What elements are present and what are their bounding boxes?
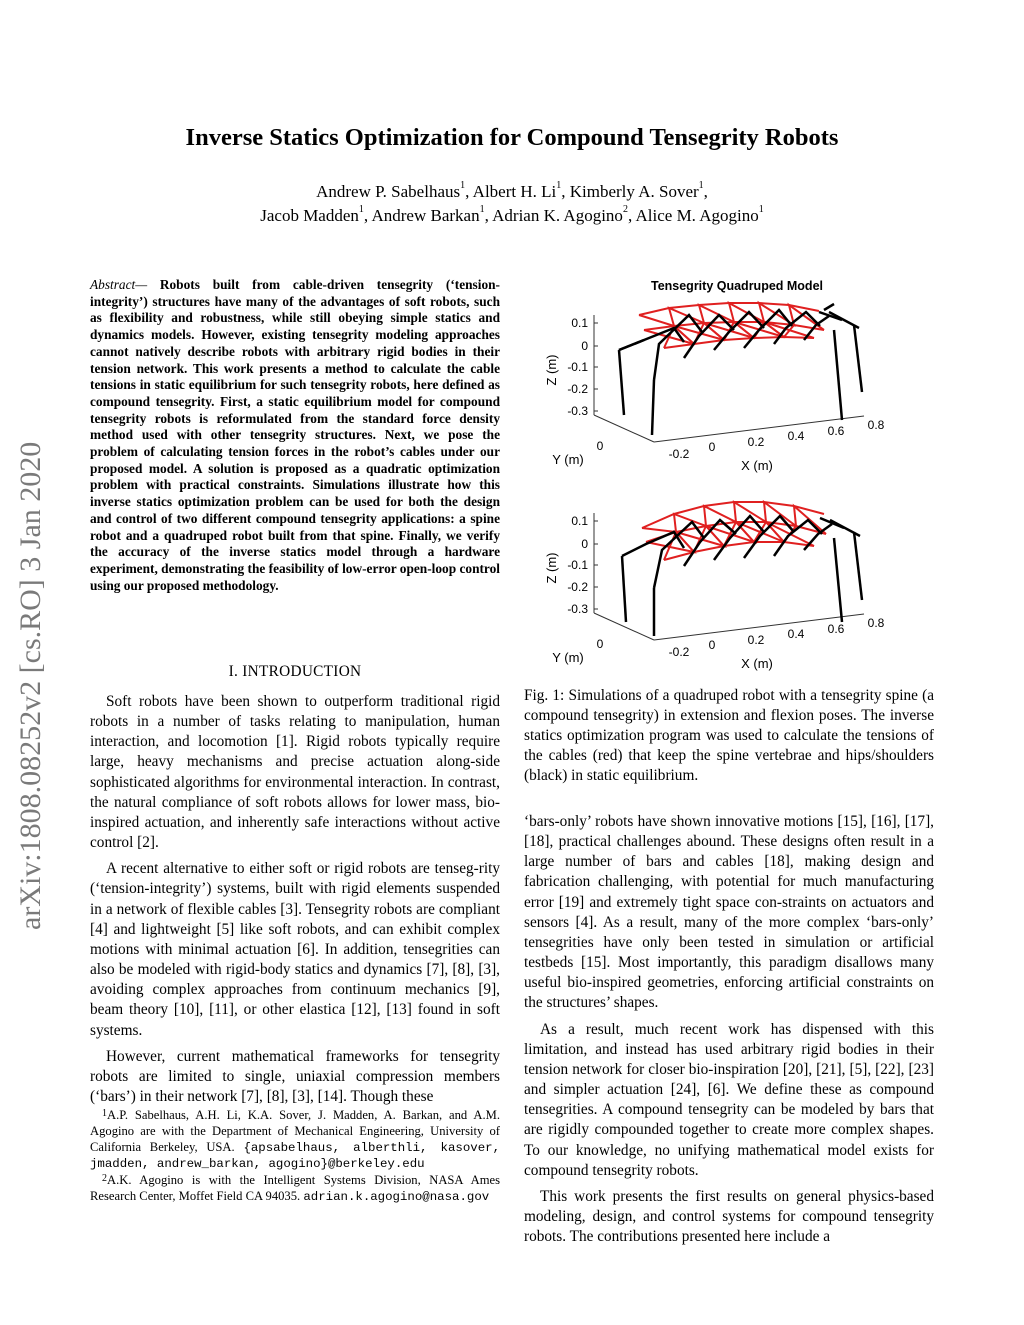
- abstract-text: Robots built from cable-driven tensegrity (‘tension-integrity’) structures have many of the advantages of soft robots, such as flexibility and robustness, while still obeying simple statics and dynamics models. However, existing tensegrity modeling approaches cannot natively describe robots with arbitrary rigid bodies in their tension network. This work presents a method to calculate the cable tensions in static equilibrium for such tensegrity robots, here defined as compound tensegrity. First, a static equilibrium model for compound tensegrity robots is reformulated from the standard force density method used with other tensegrity structures. Next, we pose the problem of calculating tension forces in the robot’s cables under our proposed model. A solution is proposed as a quadratic optimization problem with practical constraints. Simulations illustrate how this inverse statics optimization problem can be used for both the design and control of two different compound tensegrity applications: a spine robot and a quadruped robot built from that spine. Finally, we verify the accuracy of the inverse statics model through a hardware experiment, demonstrating the feasibility of low-error open-loop control using our proposed methodology.: [90, 277, 500, 593]
- paragraph: This work presents the first results on general physics-based modeling, design, and control systems for compound tensegrity robots. The contributions presented here include a: [524, 1187, 934, 1246]
- z-tick-label: -0.2: [567, 382, 588, 396]
- x-tick-label: 0.8: [867, 616, 885, 630]
- right-column-body: [524, 812, 934, 1253]
- section-heading: I. INTRODUCTION: [228, 663, 362, 680]
- author: Alice M. Agogino: [635, 206, 759, 225]
- author: Jacob Madden: [260, 206, 359, 225]
- paragraph: ‘bars-only’ robots have shown innovative motions [15], [16], [17], [18], practical challenges abound. These designs often result in a large number of bars and cables [18], making design and fabrication challenging, with potential for much manufacturing error [19] and extremely tight space con-straints on actuators and sensors [4]. As a result, many of the more complex ‘bars-only’ tensegrities have only been tested in simulation or artificial testbeds [15]. Most importantly, this paradigm disallows many useful bio-inspired geometries, enforcing artificial constraints on the structures’ shapes.: [524, 813, 934, 1012]
- paragraph: As a result, much recent work has dispensed with this limitation, and instead has used arbitrary rigid bodies in their tension network for closer bio-inspiration [20], [21], [5], [22], [23] and simpler actuation [24], [6]. We define these as compound tensegrities. A compound tensegrity can be modeled by bars that are rigidly compounded together to create more complex shapes. To our knowledge, no unifying mathematical model exists for compound tensegrity robots.: [524, 1020, 934, 1179]
- x-tick-label: 0.2: [747, 633, 765, 647]
- y-tick-label: -0.2: [668, 645, 690, 659]
- y-tick-label: 0: [596, 637, 604, 651]
- z-tick-label: 0: [581, 537, 588, 551]
- axes-box: [594, 315, 864, 442]
- author: Kimberly A. Sover: [569, 182, 699, 201]
- y-axis-label: Y (m): [552, 650, 584, 665]
- z-tick-label: -0.2: [567, 580, 588, 594]
- x-axis-label: X (m): [741, 656, 773, 671]
- x-axis-label: X (m): [741, 458, 773, 473]
- x-tick-label: 0.4: [787, 429, 805, 443]
- z-tick-marks: [594, 521, 598, 609]
- abstract: Abstract— Robots built from cable-driven tensegrity (‘tension-integrity’) structures have many of the advantages of soft robots, such as flexibility and robustness, while still obeying simple statics and dynamics models. However, existing tensegrity modeling approaches cannot natively describe robots with arbitrary rigid bodies in their tension network. This work presents a method to calculate the cable tensions in static equilibrium for such tensegrity robots, here defined as compound tensegrity. First, a static equilibrium model for compound tensegrity robots is reformulated from the standard force density method used with other tensegrity structures. Next, we pose the problem of calculating tension forces in the robot’s cables under our proposed model. A solution is proposed as a quadratic optimization problem with practical constraints. Simulations illustrate how this inverse statics optimization problem can be used for both the design and control of two different compound tensegrity applications: a spine robot and a quadruped robot built from that spine. Finally, we verify the accuracy of the inverse statics model through a hardware experiment, demonstrating the feasibility of low-error open-loop control using our proposed methodology.: [90, 277, 500, 593]
- author: Albert H. Li: [472, 182, 557, 201]
- left-column-body: [90, 692, 500, 1113]
- x-tick-label: 0.4: [787, 627, 805, 641]
- author: Adrian K. Agogino: [492, 206, 623, 225]
- z-tick-label: 0.1: [571, 514, 588, 528]
- email-list: {apsabelhaus, alberthli, kasover, jmadden, andrew_barkan, agogino}@berkeley.edu: [90, 1140, 501, 1172]
- z-tick-label: -0.1: [567, 558, 588, 572]
- x-tick-label: 0.8: [867, 418, 885, 432]
- figure-tensegrity-quadruped: [524, 270, 934, 680]
- figure-caption: Fig. 1: Simulations of a quadruped robot with a tensegrity spine (a compound tensegrity) in extension and flexion poses. The inverse statics optimization program was used to calculate the tensions of the cables (red) that keep the spine vertebrae and hips/shoulders (black) in static equilibrium.: [524, 687, 934, 785]
- paragraph: A recent alternative to either soft or rigid robots are tenseg-rity (‘tension-integrity’) systems, built with rigid elements suspended in a network of flexible cables [3]. Tensegrity robots are compliant [4] and lightweight [5] like soft robots, and can exhibit complex motions with minimal actuation [6]. In addition, tensegrities can also be modeled with rigid-body statics and dynamics [7], [8], [3], avoiding complex approaches from continuum mechanics [9], beam theory [10], [11], or other elastica [12], [13] found in soft systems.: [90, 860, 500, 1039]
- abstract-label: Abstract: [90, 277, 136, 292]
- email: adrian.k.agogino@nasa.gov: [303, 1189, 490, 1204]
- z-tick-label: 0: [581, 339, 588, 353]
- cable-network: [639, 303, 824, 348]
- author-line-1: Andrew P. Sabelhaus$^1$, Albert H. Li$^1$, Kimberly A. Sover$^1$,: [316, 180, 708, 201]
- z-tick-label: -0.1: [567, 360, 588, 374]
- arxiv-sidebar-stamp: arXiv:1808.08252v2 [cs.RO] 3 Jan 2020: [14, 441, 47, 930]
- author: Andrew P. Sabelhaus: [316, 182, 461, 201]
- footnote-1: $^1$A.P. Sabelhaus, A.H. Li, K.A. Sover, J. Madden, A. Barkan, and A.M. Agogino are with the Department of Mechanical Engineering, University of California Berkeley, USA. {apsabelhaus, alberthli, kasover, jmadden, andrew_barkan, agogino}@berkeley.edu: [90, 1108, 501, 1172]
- plot-panel-flexion: [544, 502, 885, 671]
- y-tick-label: 0: [596, 439, 604, 453]
- z-tick-label: 0.1: [571, 316, 588, 330]
- x-tick-label: 0: [708, 440, 716, 454]
- z-axis-label: Z (m): [544, 552, 559, 584]
- z-tick-label: -0.3: [567, 404, 588, 418]
- paragraph: However, current mathematical frameworks for tensegrity robots are limited to single, uniaxial compression members (‘bars’) in their network [7], [8], [3], [14]. Though these: [90, 1047, 500, 1105]
- x-tick-label: 0.6: [827, 424, 845, 438]
- footnote-2: $^2$A.K. Agogino is with the Intelligent Systems Division, NASA Ames Research Center, Moffet Field CA 94035. adrian.k.agogino@nasa.gov: [90, 1173, 500, 1204]
- x-tick-label: 0: [708, 638, 716, 652]
- author-line-2: Jacob Madden$^1$, Andrew Barkan$^1$, Adrian K. Agogino$^2$, Alice M. Agogino$^1$: [260, 204, 764, 225]
- footnotes: [90, 1108, 500, 1206]
- author: Andrew Barkan: [371, 206, 480, 225]
- paragraph: Soft robots have been shown to outperform traditional rigid robots in a number of tasks relating to manipulation, human interaction, and locomotion [1]. Rigid robots typically require large, heavy mechanisms and precise actuation along-side sophisticated algorithms for environmental interaction. In contrast, the natural compliance of soft robots allows for lower mass, bio-inspired actuation, and inherently safe interactions without active control [2].: [90, 693, 500, 852]
- y-axis-label: Y (m): [552, 452, 584, 467]
- z-tick-label: -0.3: [567, 602, 588, 616]
- y-tick-label: -0.2: [668, 447, 690, 461]
- figure-title: Tensegrity Quadruped Model: [650, 279, 824, 293]
- paper-title: Inverse Statics Optimization for Compound Tensegrity Robots: [185, 124, 839, 151]
- z-tick-marks: [594, 323, 598, 411]
- z-axis-label: Z (m): [544, 354, 559, 386]
- x-tick-label: 0.2: [747, 435, 765, 449]
- x-tick-label: 0.6: [827, 622, 845, 636]
- plot-panel-extension: [544, 303, 885, 473]
